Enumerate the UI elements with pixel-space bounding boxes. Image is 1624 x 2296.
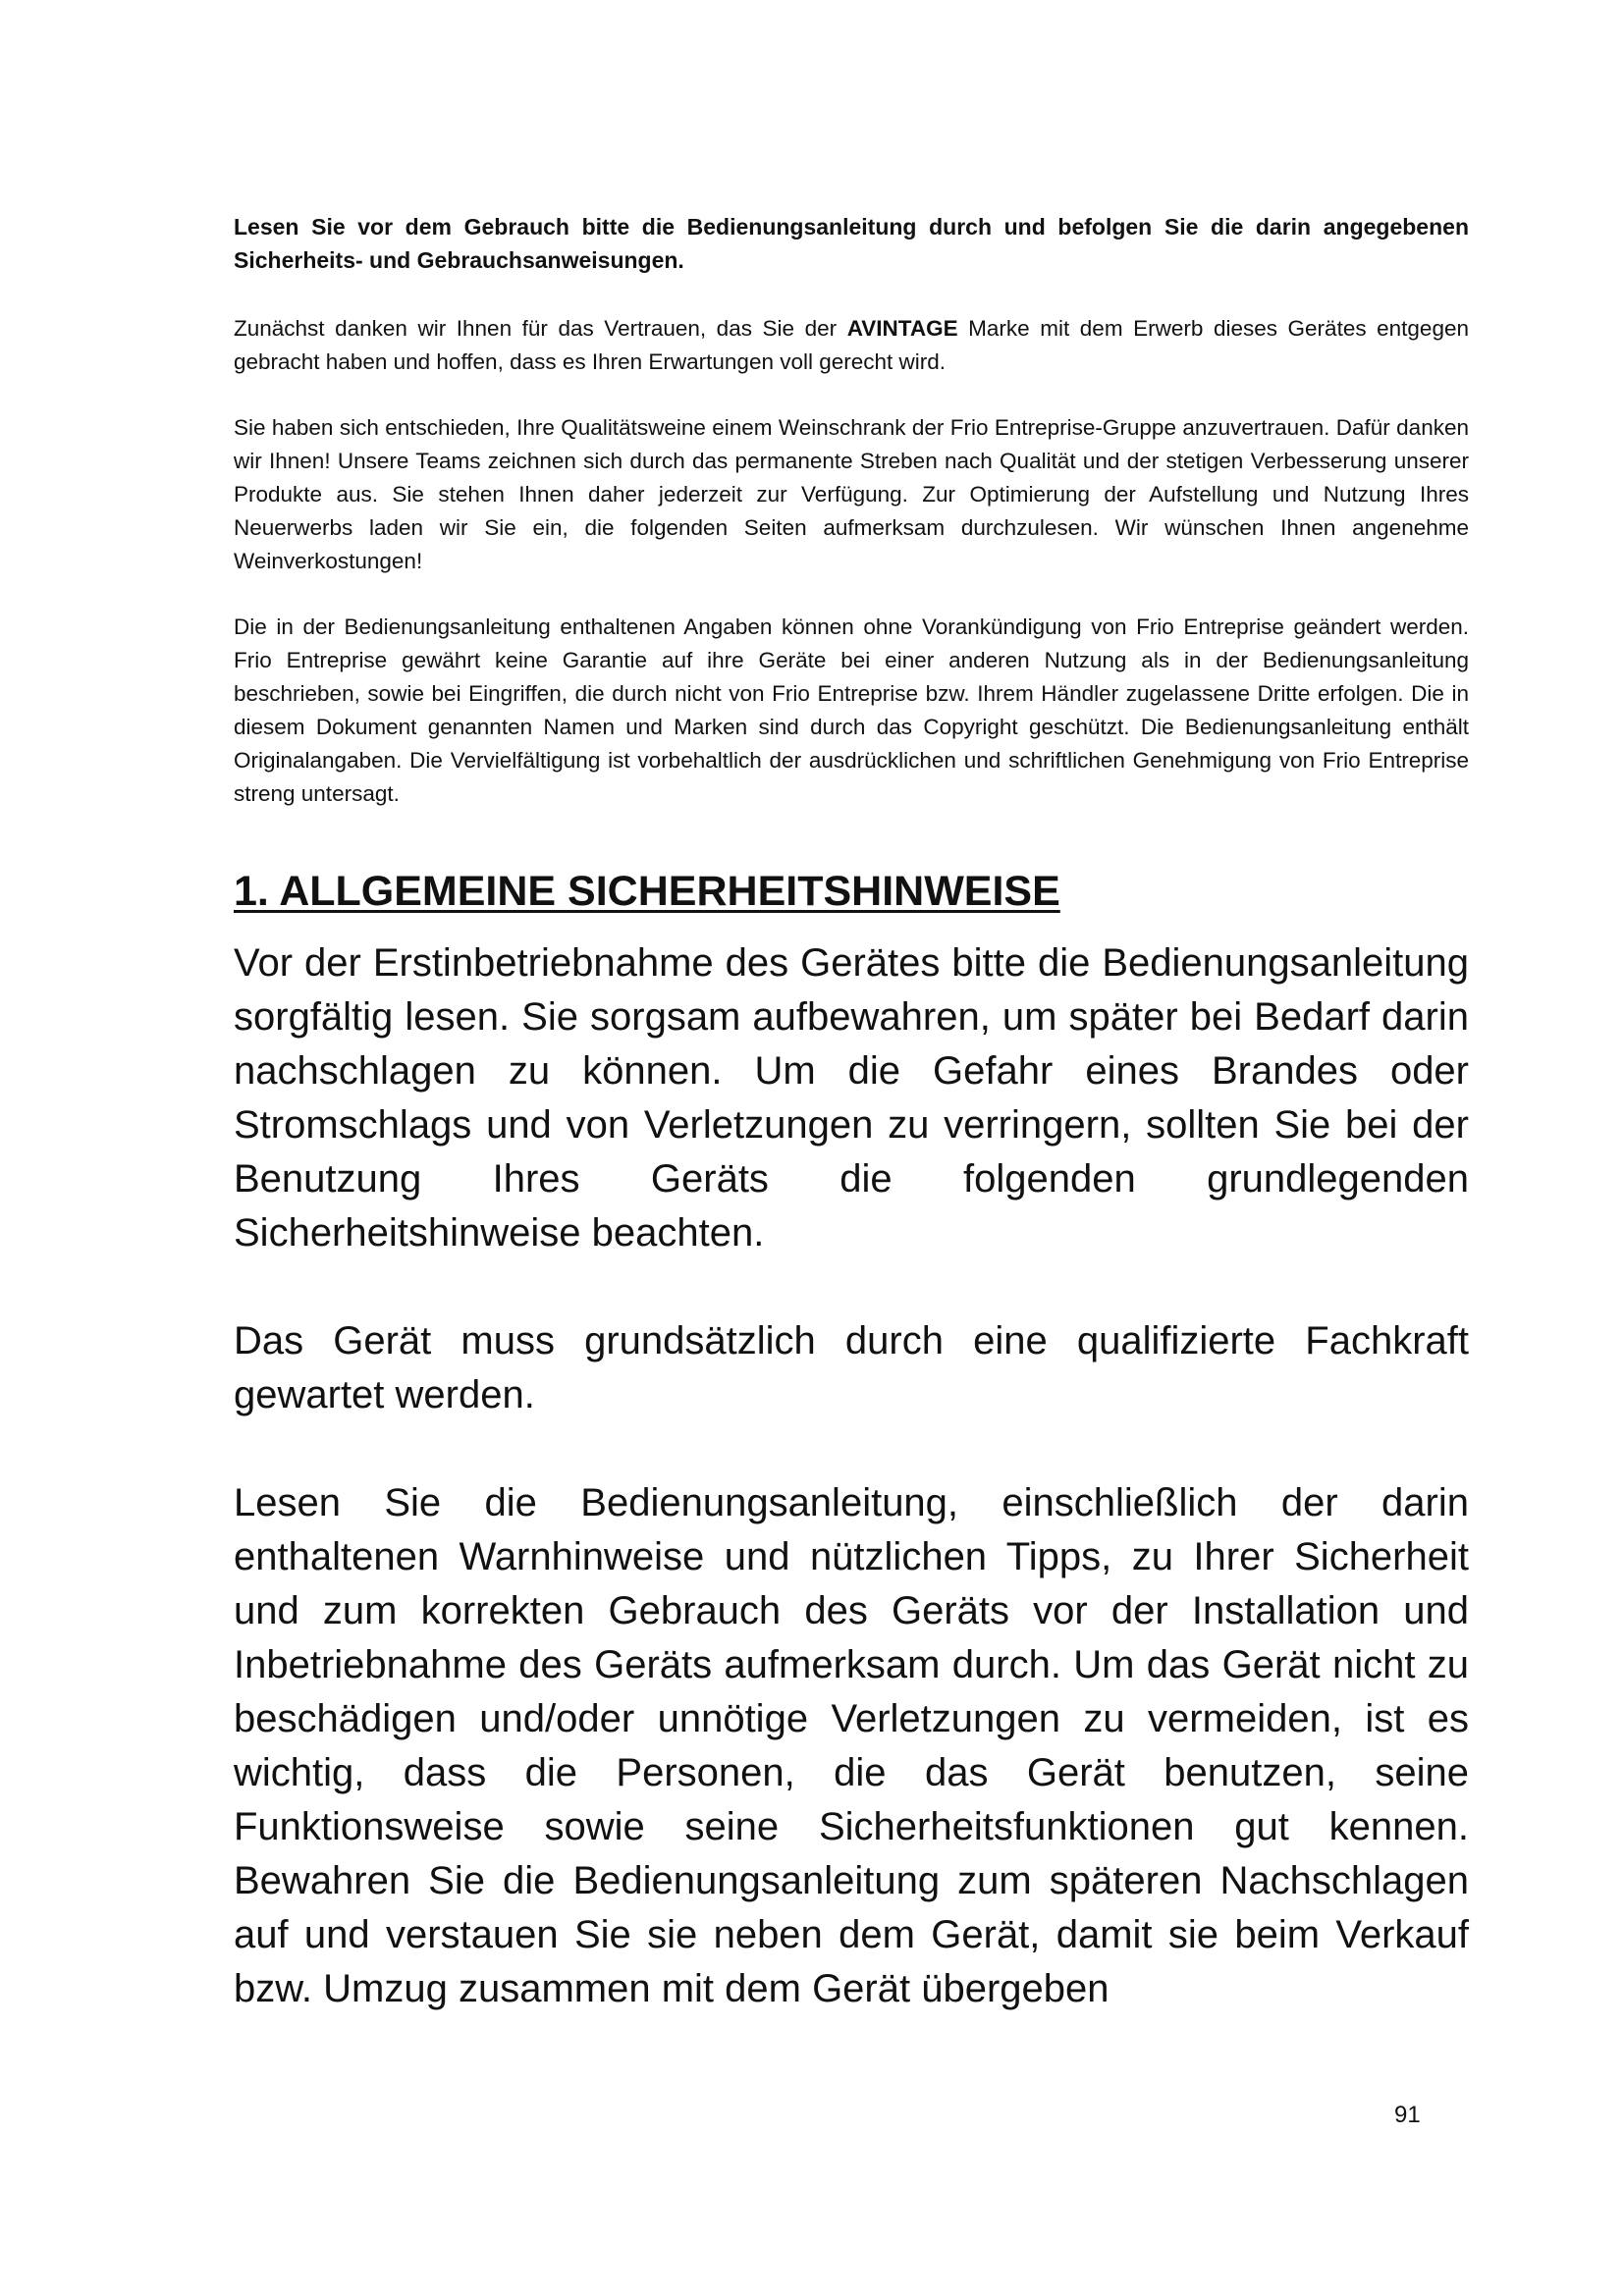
brand-name: AVINTAGE (846, 316, 958, 341)
thanks-text-after: Marke mit dem Erwerb dieses Gerätes entgegen gebracht haben und hoffen, dass es Ihren Erwartungen voll gerecht wird. (234, 316, 1469, 374)
disclaimer-paragraph: Die in der Bedienungsanleitung enthaltenen Angaben können ohne Vorankündigung von Frio Entreprise geändert werden. Frio Entreprise gewährt keine Garantie auf ihre Geräte bei einer anderen Nutzung als in der Bedienungsanleitung beschrieben, sowie bei Eingriffen, die durch nicht von Frio Entreprise bzw. Ihrem Händler zugelassene Dritte erfolgen. Die in diesem Dokument genannten Namen und Marken sind durch das Copyright geschützt. Die Bedienungsanleitung enthält Originalangaben. Die Vervielfältigung ist vorbehaltlich der ausdrücklichen und schriftlichen Genehmigung von Frio Entreprise streng untersagt. (234, 614, 1469, 806)
section-heading: 1. ALLGEMEINE SICHERHEITSHINWEISE (234, 868, 1060, 915)
thanks-paragraph (234, 312, 1469, 379)
page-content (234, 210, 1469, 2016)
intro-instruction: Lesen Sie vor dem Gebrauch bitte die Bedienungsanleitung durch und befolgen Sie die darin angegebenen Sicherheits- und Gebrauchsanweisungen. (234, 214, 1469, 273)
safety-paragraph-maintenance: Das Gerät muss grundsätzlich durch eine qualifizierte Fachkraft gewartet werden. (234, 1319, 1469, 1416)
page-number: 91 (1394, 2102, 1421, 2128)
safety-paragraph-read-manual: Lesen Sie die Bedienungsanleitung, einschließlich der darin enthaltenen Warnhinweise und nützlichen Tipps, zu Ihrer Sicherheit und zum korrekten Gebrauch des Geräts vor der Installation und Inbetriebnahme des Geräts aufmerksam durch. Um das Gerät nicht zu beschädigen und/oder unnötige Verletzungen zu vermeiden, ist es wichtig, dass die Personen, die das Gerät benutzen, seine Funktionsweise sowie seine Sicherheitsfunktionen gut kennen. Bewahren Sie die Bedienungsanleitung zum späteren Nachschlagen auf und verstauen Sie sie neben dem Gerät, damit sie beim Verkauf bzw. Umzug zusammen mit dem Gerät übergeben (234, 1481, 1469, 2010)
thanks-text-before: Zunächst danken wir Ihnen für das Vertrauen, das Sie der (234, 316, 847, 341)
decision-paragraph: Sie haben sich entschieden, Ihre Qualitätsweine einem Weinschrank der Frio Entreprise-Gruppe anzuvertrauen. Dafür danken wir Ihnen! Unsere Teams zeichnen sich durch das permanente Streben nach Qualität und der stetigen Verbesserung unserer Produkte aus. Sie stehen Ihnen daher jederzeit zur Verfügung. Zur Optimierung der Aufstellung und Nutzung Ihres Neuerwerbs laden wir Sie ein, die folgenden Seiten aufmerksam durchzulesen. Wir wünschen Ihnen angenehme Weinverkostungen! (234, 415, 1469, 573)
safety-paragraph-first-use: Vor der Erstinbetriebnahme des Gerätes bitte die Bedienungsanleitung sorgfältig lesen. Sie sorgsam aufbewahren, um später bei Bedarf darin nachschlagen zu können. Um die Gefahr eines Brandes oder Stromschlags und von Verletzungen zu verringern, sollten Sie bei der Benutzung Ihres Geräts die folgenden grundlegenden Sicherheitshinweise beachten. (234, 941, 1469, 1255)
